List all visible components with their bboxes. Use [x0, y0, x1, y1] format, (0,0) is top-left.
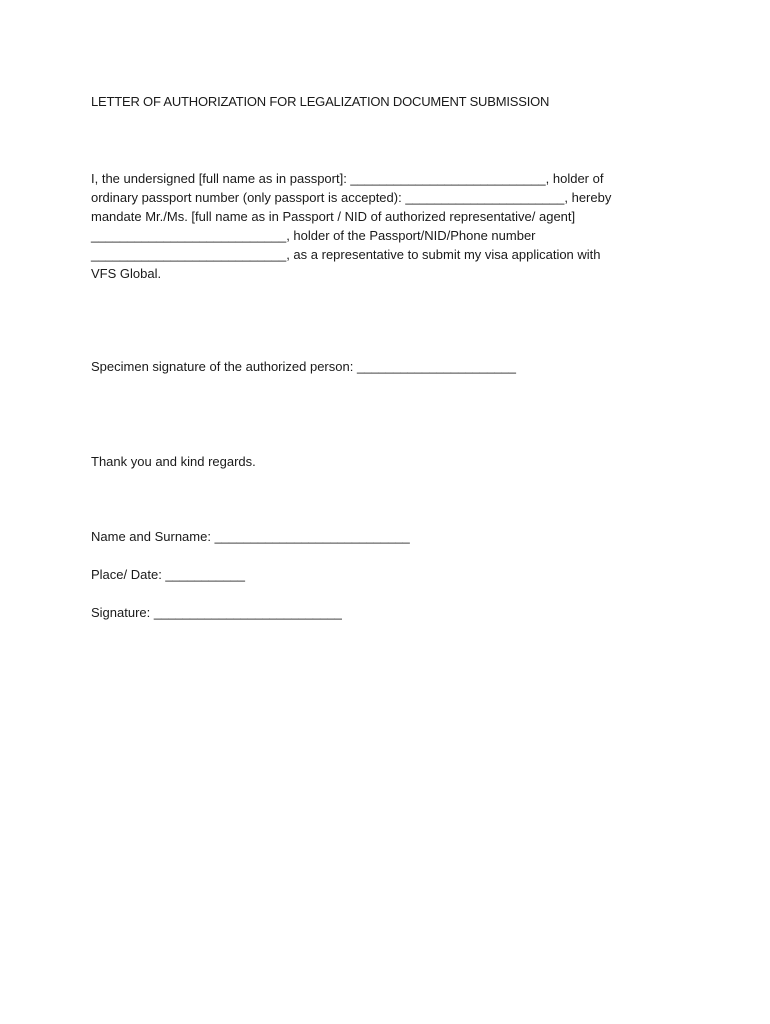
closing-text: Thank you and kind regards. [91, 454, 256, 469]
authorization-paragraph [91, 169, 691, 283]
paragraph-line: VFS Global. [91, 266, 162, 281]
paragraph-line: ___________________________, holder of the Passport/NID/Phone number [91, 228, 536, 243]
specimen-signature-line: Specimen signature of the authorized person: ______________________ [91, 359, 517, 374]
document-title: LETTER OF AUTHORIZATION FOR LEGALIZATION DOCUMENT SUBMISSION [91, 94, 550, 109]
paragraph-line: I, the undersigned [full name as in passport]: ___________________________, holder of [91, 171, 604, 186]
paragraph-line: mandate Mr./Ms. [full name as in Passport / NID of authorized representative/ agent] [91, 209, 576, 224]
name-and-surname-field: Name and Surname: ___________________________ [91, 529, 410, 544]
paragraph-line: ordinary passport number (only passport is accepted): ______________________, hereby [91, 190, 612, 205]
signature-field: Signature: __________________________ [91, 605, 342, 620]
place-date-field: Place/ Date: ___________ [91, 567, 245, 582]
paragraph-line: ___________________________, as a representative to submit my visa application with [91, 247, 601, 262]
